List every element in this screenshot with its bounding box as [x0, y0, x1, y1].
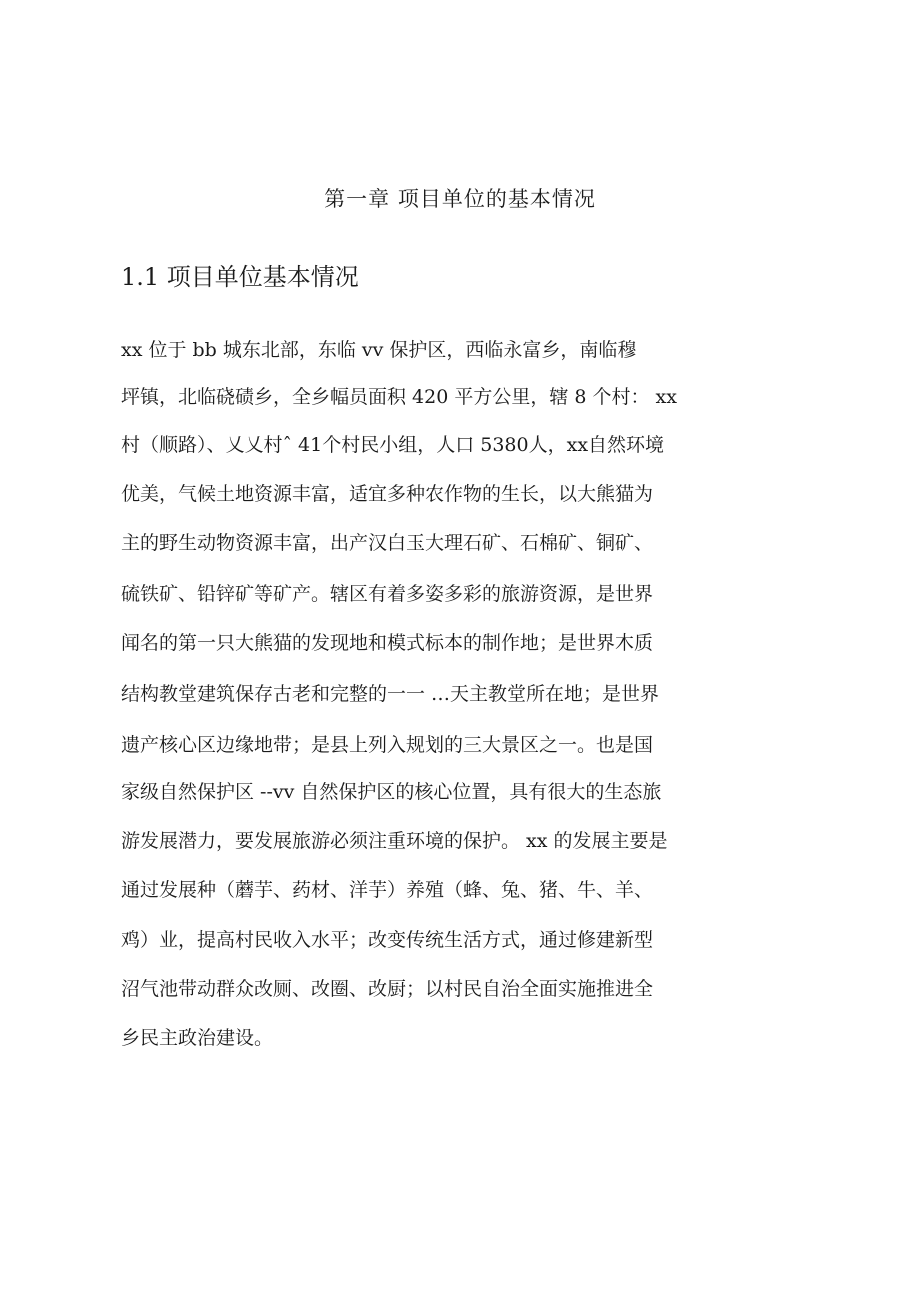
paragraph-line: 主的野生动物资源丰富，出产汉白玉大理石矿、石棉矿、铜矿、 [121, 532, 654, 554]
paragraph-line: 优美，气候土地资源丰富，适宜多种农作物的生长，以大熊猫为 [121, 483, 654, 505]
paragraph-line: 沼气池带动群众改厕、改圈、改厨；以村民自治全面实施推进全 [121, 978, 654, 1000]
paragraph-line: 家级自然保护区 --vv 自然保护区的核心位置，具有很大的生态旅 [121, 781, 662, 803]
paragraph-line: xx 位于 bb 城东北部，东临 vv 保护区，西临永富乡，南临穆 [121, 339, 637, 361]
paragraph-line: 村（顺路）、乂乂村ˆ 41个村民小组，人口 5380人，xx自然环境 [121, 434, 665, 456]
paragraph-line: 乡民主政治建设。 [121, 1027, 274, 1049]
chapter-title: 第一章 项目单位的基本情况 [324, 187, 596, 211]
section-heading: 1.1 项目单位基本情况 [121, 263, 359, 291]
paragraph-line: 坪镇，北临硗碛乡，全乡幅员面积 420 平方公里，辖 8 个村： xx [121, 386, 677, 408]
paragraph-line: 结构教堂建筑保存古老和完整的一一 …天主教堂所在地；是世界 [121, 683, 660, 705]
paragraph-line: 鸡）业，提高村民收入水平；改变传统生活方式，通过修建新型 [121, 929, 654, 951]
paragraph-line: 通过发展种（蘑芋、药材、洋芋）养殖（蜂、兔、猪、牛、羊、 [121, 879, 654, 901]
paragraph-line: 闻名的第一只大熊猫的发现地和模式标本的制作地；是世界木质 [121, 632, 654, 654]
paragraph-line: 遗产核心区边缘地带；是县上列入规划的三大景区之一。也是国 [121, 734, 654, 756]
paragraph-line: 游发展潜力，要发展旅游必须注重环境的保护。 xx 的发展主要是 [121, 830, 668, 852]
paragraph-line: 硫铁矿、铅锌矿等矿产。辖区有着多姿多彩的旅游资源，是世界 [121, 583, 654, 605]
